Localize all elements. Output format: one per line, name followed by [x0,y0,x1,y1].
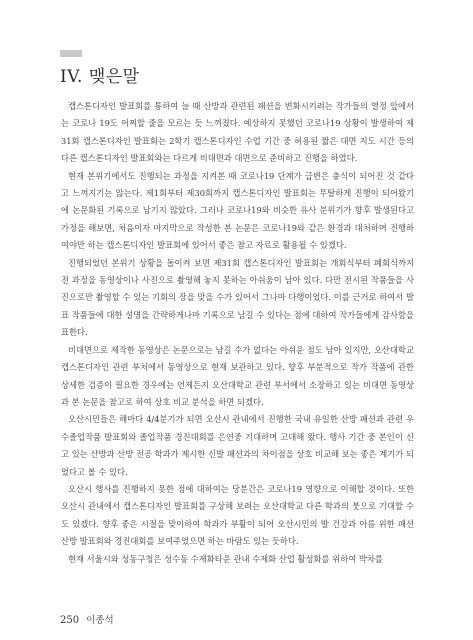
paragraph: 현재 본위기에서도 진행되는 과정을 지켜본 때 코로나19 단계가 급변은 충식이 되어진 것 같다고 느껴지기는 않는다. 제1회부터 제30회까지 캡스톤디자인 발표회는 무탈하게 진행이 되어왔기에 논문화된 기록으로 남기지 않았다. 그러나 코로나19와 비슷한 유사 분위기가 향후 발생된다고 가정을 해보면, 처음이자 마지막으로 작성한 본 논문은 코로나19와 같은 환경과 대처하며 진행하여야만 하는 캡스톤디자인 발표회에 있어서 좋은 참고 자료로 활용될 수 있겠다. [61,170,414,251]
paragraph: 캡스톤디자인 발표회를 통하여 늘 때 산방과 관련된 패션을 변화시키려는 작가들의 열정 앞에서는 코로나 19도 어찌할 줄을 모르는 듯 느껴졌다. 예상하지 못했던 코로나19 상황이 발생하여 제31회 캡스톤디자인 발표회는 2학기 캡스톤디자인 수업 기간 중 허용된 짧은 대면 지도 시간 등의 다른 캡스톤디자인 발표회와는 다르게 비대면과 대면으로 준비하고 진행을 하였다. [61,101,414,164]
page-number: 250 [60,615,80,626]
paragraph: 현재 서울시와 성동구청은 성수동 수제화타운 관내 수제화 산업 활성화를 위하여 박차를 [68,553,383,564]
paragraph: 오산시 행사를 진행하지 못한 점에 대하여는 당분간은 코로나19 영향으로 이해할 것이다. 또한 오산시 관내에서 캡스톤디자인 발표회를 구상해 보려는 오산대학교 다른 학과의 붓으로 기대할 수도 있겠다. 향후 좋은 시절을 맞이하여 학과가 부활이 되어 오산시민의 발 건강과 아름 위한 패션 산방 발표회와 경진대회를 보여주었으면 하는 바람도 있는 듯하다. [61,483,414,547]
paragraph: 오산시민들은 해마다 4/4분기가 되면 오산시 관내에서 진행한 국내 유일한 산방 패션과 관련 우수졸업작품 발표회와 졸업작품 경진대회를 은연중 기대하며 고대해 왔다. 행사 기간 중 본인이 신고 있는 산방과 산방 전공 학과가 제시한 신발 패션과의 차이점을 상호 비교해 보는 좋은 계기가 되었다고 볼 수 있다. [61,414,414,477]
heading-marker-bar [60,50,82,57]
section-heading: IV. 맺은말 [60,67,140,87]
paragraph: 비대면으로 제작한 동영상은 논문으로는 남길 수가 없다는 아쉬운 점도 남아 있지만, 오산대학교 캡스톤디자인 관련 부처에서 동영상으로 현재 보관하고 있다. 향후 부분적으로 작가 작품에 관한 상세한 검증이 필요한 경우에는 언제든지 오산대학교 관련 부서에서 소장하고 있는 비대면 동영상과 본 논문을 참고로 하여 상호 비교 분석을 하면 되겠다. [61,344,414,407]
paragraph: 진행되었던 본위기 상황을 돌이켜 보면 제31회 캡스톤디자인 발표회는 개회식부터 폐회식까지 전 과정을 동영상이나 사진으로 촬영해 놓지 못하는 아쉬움이 남아 있다. 다만 전시된 작품들을 사진으로만 촬영할 수 있는 기회의 장을 맞을 수가 있어서 그나마 다행이었다. 이를 근거로 하여서 발표 작품들에 대한 설명을 간략하게나마 기록으로 남길 수 있다는 점에 대하여 작가들에게 감사함을 표한다. [61,257,414,338]
author-name: 이종석 [86,615,114,626]
body-text [61,98,414,568]
page-footer [60,612,114,626]
